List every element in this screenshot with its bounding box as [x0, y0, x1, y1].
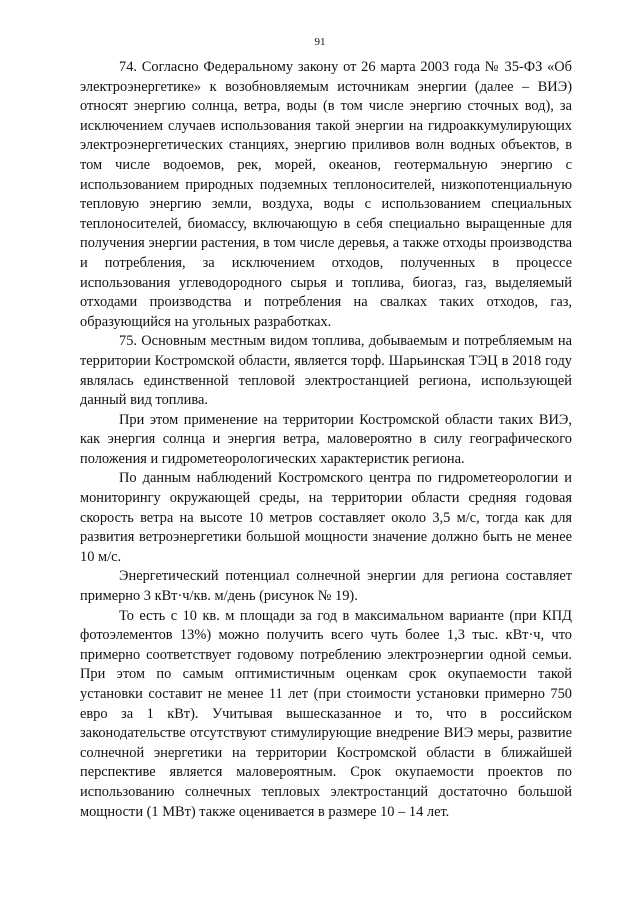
paragraph-solar-potential: Энергетический потенциал солнечной энергии для региона составляет примерно 3 кВт·ч/кв. м/день (рисунок № 19).: [80, 568, 572, 605]
document-body: [80, 58, 572, 822]
paragraph-75: 75. Основным местным видом топлива, добываемым и потребляемым на территории Костромской области, является торф. Шарьинская ТЭЦ в 2018 году являлась единственной тепловой электростанцией региона, использующей данный вид топлива.: [80, 333, 572, 409]
paragraph-wind-speed-data: По данным наблюдений Костромского центра по гидрометеорологии и мониторингу окружающей среды, на территории области средняя годовая скорость ветра на высоте 10 метров составляет около 3,5 м/с, тогда как для развития ветроэнергетики большой мощности значение должно быть не менее 10 м/с.: [80, 470, 572, 565]
paragraph-solar-wind-applicability: При этом применение на территории Костромской области таких ВИЭ, как энергия солнца и энергия ветра, маловероятно в силу географического положения и гидрометеорологических характеристик региона.: [80, 411, 572, 467]
paragraph-solar-payback: То есть с 10 кв. м площади за год в максимальном варианте (при КПД фотоэлементов 13%) можно получить всего чуть более 1,3 тыс. кВт·ч, что примерно соответствует годовому потреблению электроэнергии одной семьи. При этом по самым оптимистичным оценкам срок окупаемости такой установки составит не менее 11 лет (при стоимости установки примерно 750 евро за 1 кВт). Учитывая вышесказанное и то, что в российском законодательстве отсутствуют стимулирующие внедрение ВИЭ меры, развитие солнечной энергетики на территории Костромской области в ближайшей перспективе является маловероятным. Срок окупаемости проектов по использованию солнечных тепловых электростанций достаточно большой мощности (1 МВт) также оценивается в размере 10 – 14 лет.: [80, 607, 572, 820]
page-number: 91: [314, 36, 326, 48]
paragraph-74: 74. Согласно Федеральному закону от 26 марта 2003 года № 35-ФЗ «Об электроэнергетике» к возобновляемым источникам энергии (далее – ВИЭ) относят энергию солнца, ветра, воды (в том числе энергию сточных вод), за исключением случаев использования такой энергии на гидроаккумулирующих электроэнергетических станциях, энергию приливов волн водных объектов, в том числе водоемов, рек, морей, океанов, геотермальную энергию с использованием природных подземных теплоносителей, низкопотенциальную тепловую энергию земли, воздуха, воды с использованием специальных теплоносителей, биомассу, включающую в себя специально выращенные для получения энергии растения, в том числе деревья, а также отходы производства и потребления, за исключением отходов, полученных в процессе использования углеводородного сырья и топлива, биогаз, газ, выделяемый отходами производства и потребления на свалках таких отходов, газ, образующийся на угольных разработках.: [80, 59, 572, 330]
